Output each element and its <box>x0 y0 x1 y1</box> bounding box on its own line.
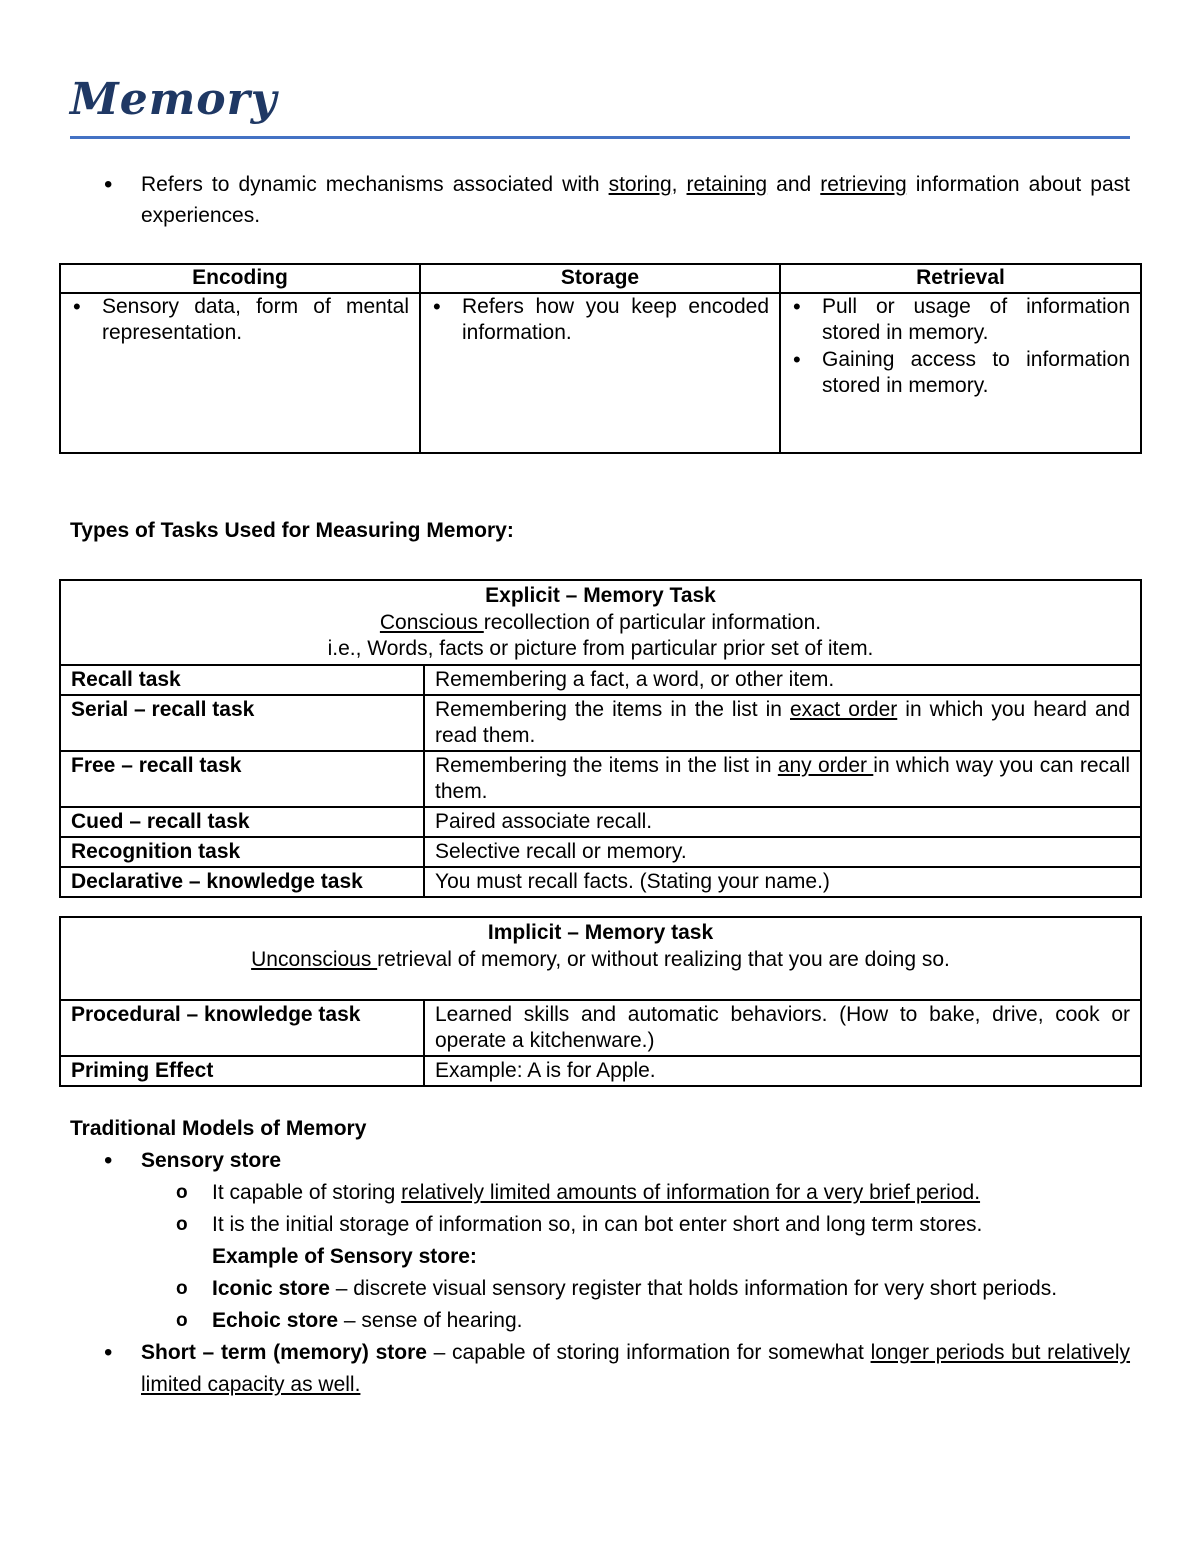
item-text: – discrete visual sensory register that holds information for very short periods. <box>329 1277 1058 1300</box>
explicit-definition <box>380 611 821 634</box>
tasks-heading: Types of Tasks Used for Measuring Memory: <box>70 519 514 542</box>
explicit-header-row <box>60 580 1141 665</box>
task-name: Declarative – knowledge task <box>60 867 424 897</box>
table-row <box>60 665 1141 695</box>
table-row <box>60 867 1141 897</box>
implicit-header-cell <box>60 917 1141 1000</box>
task-description: Paired associate recall. <box>424 807 1141 837</box>
header-retrieval: Retrieval <box>780 264 1141 293</box>
list-item <box>70 1305 1130 1337</box>
term-conscious: Conscious <box>379 610 484 634</box>
implicit-header-row <box>60 917 1141 1000</box>
underlined-text: longer periods but relatively limited capacity as well. <box>141 1341 1131 1396</box>
echoic-store-label: Echoic store <box>212 1309 339 1332</box>
page-title: Memory <box>70 74 278 125</box>
list-item: • Pull or usage of information stored in memory. <box>789 294 1130 347</box>
short-term-store-label: Short – term (memory) store <box>141 1341 427 1364</box>
implicit-memory-table <box>59 916 1142 1087</box>
task-description: Learned skills and automatic behaviors. (How to bake, drive, cook or operate a kitchenware.) <box>424 1000 1141 1056</box>
explicit-memory-table <box>59 579 1142 898</box>
explicit-title: Explicit – Memory Task <box>485 584 716 607</box>
stages-body-row <box>60 293 1141 453</box>
header-storage: Storage <box>420 264 780 293</box>
item-text: It capable of storing <box>212 1181 402 1204</box>
list-item: o It is the initial storage of information so, in can bot enter short and long term stores. <box>70 1209 1130 1241</box>
intro-text: Refers to dynamic mechanisms associated with <box>141 173 609 196</box>
models-heading: Traditional Models of Memory <box>70 1117 367 1140</box>
task-name: Recognition task <box>60 837 424 867</box>
sensory-store-label: Sensory store <box>141 1149 282 1172</box>
definition-text: retrieval of memory, or without realizing that you are doing so. <box>377 947 950 971</box>
task-name: Serial – recall task <box>60 695 424 751</box>
term-storing: storing <box>608 173 672 196</box>
task-name: Recall task <box>60 665 424 695</box>
item-text: – capable of storing information for somewhat <box>426 1341 871 1364</box>
task-description: Example: A is for Apple. <box>424 1056 1141 1086</box>
task-name: Free – recall task <box>60 751 424 807</box>
task-name: Priming Effect <box>60 1056 424 1086</box>
explicit-example: i.e., Words, facts or picture from particular prior set of item. <box>327 637 874 660</box>
table-row <box>60 1000 1141 1056</box>
term-exact-order: exact order <box>790 697 898 721</box>
title-divider <box>70 136 1130 139</box>
stages-header-row <box>60 264 1141 293</box>
list-item: • Gaining access to information stored in memory. <box>789 347 1130 400</box>
list-item <box>70 1177 1130 1209</box>
intro-paragraph <box>104 169 1130 231</box>
table-row <box>60 751 1141 807</box>
definition-text: recollection of particular information. <box>483 610 822 634</box>
table-row <box>60 807 1141 837</box>
list-item <box>70 1145 1130 1177</box>
table-row <box>60 837 1141 867</box>
underlined-text: relatively limited amounts of information for a very brief period. <box>401 1181 981 1204</box>
intro-text: information about past experiences. <box>141 173 1130 227</box>
description-text: in which you heard and read them. <box>435 697 1131 747</box>
description-text: in which way you can recall them. <box>435 753 1131 803</box>
implicit-title: Implicit – Memory task <box>487 921 714 944</box>
traditional-models-section <box>70 1113 1130 1401</box>
task-description: You must recall facts. (Stating your name.) <box>424 867 1141 897</box>
task-name: Cued – recall task <box>60 807 424 837</box>
task-description <box>424 751 1141 807</box>
task-description: Selective recall or memory. <box>424 837 1141 867</box>
intro-text: and <box>767 173 821 196</box>
retrieval-cell <box>780 293 1141 453</box>
term-any-order: any order <box>777 753 874 777</box>
encoding-cell <box>60 293 420 453</box>
intro-bullet <box>104 169 1130 231</box>
header-encoding: Encoding <box>60 264 420 293</box>
task-description: Remembering a fact, a word, or other item. <box>424 665 1141 695</box>
intro-text: , <box>671 173 687 196</box>
task-name: Procedural – knowledge task <box>60 1000 424 1056</box>
list-item <box>70 1337 1130 1401</box>
storage-cell <box>420 293 780 453</box>
term-unconscious: Unconscious <box>251 947 378 971</box>
term-retaining: retaining <box>686 173 768 196</box>
table-row <box>60 1056 1141 1086</box>
description-text: Remembering the items in the list in <box>435 697 790 721</box>
example-label: Example of Sensory store: <box>212 1245 477 1268</box>
explicit-header-cell <box>60 580 1141 665</box>
list-item <box>70 1273 1130 1305</box>
description-text: Remembering the items in the list in <box>435 753 778 777</box>
iconic-store-label: Iconic store <box>212 1277 330 1300</box>
implicit-definition <box>251 948 950 971</box>
task-description <box>424 695 1141 751</box>
term-retrieving: retrieving <box>820 173 907 196</box>
list-item: • Sensory data, form of mental representation. <box>69 294 409 347</box>
item-text: – sense of hearing. <box>338 1309 523 1332</box>
list-item: • Refers how you keep encoded information. <box>429 294 769 347</box>
memory-stages-table <box>59 263 1142 454</box>
table-row <box>60 695 1141 751</box>
